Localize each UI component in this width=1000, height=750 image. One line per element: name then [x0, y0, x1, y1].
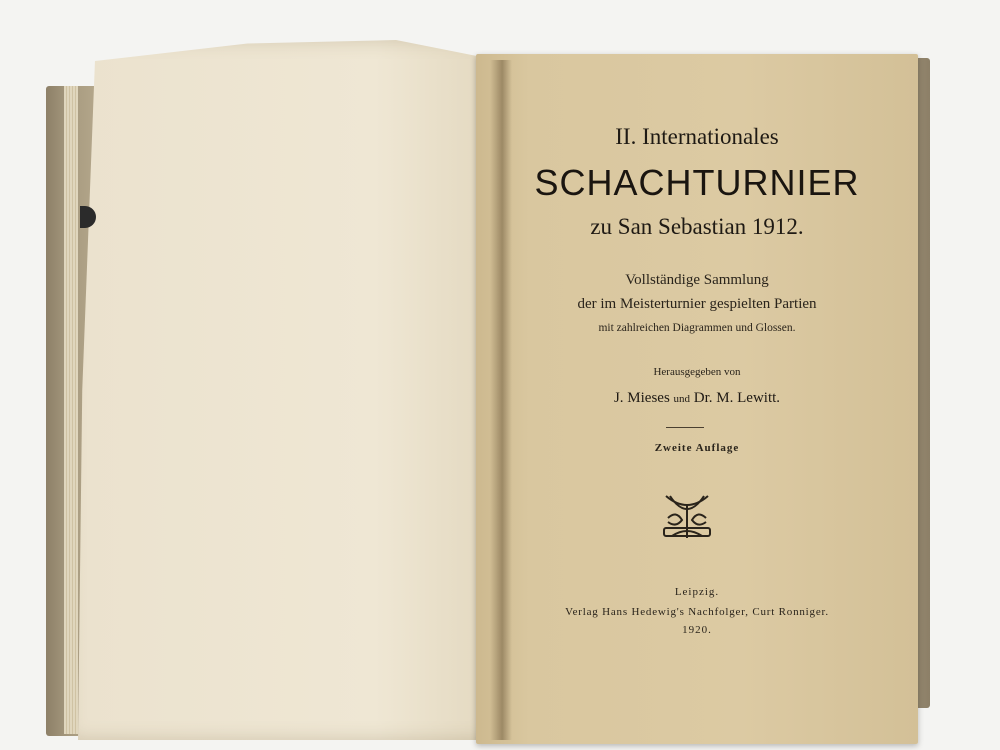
page-edges-left	[64, 86, 78, 734]
subtitle-line-2: der im Meisterturnier gespielten Partien	[577, 296, 817, 312]
book-gutter-shadow	[490, 60, 512, 740]
editors-label: Herausgegeben von	[653, 366, 741, 378]
editor-1: J. Mieses	[613, 390, 670, 406]
blank-left-page	[78, 40, 502, 740]
edition-label: Zweite Auflage	[654, 442, 740, 454]
editor-2: Dr. M. Lewitt.	[693, 390, 781, 406]
editors-line	[476, 390, 918, 407]
subtitle-line-1: Vollständige Sammlung	[625, 272, 769, 288]
imprint-publisher: Verlag Hans Hedewig's Nachfolger, Curt Ronniger.	[565, 606, 829, 618]
imprint-year: 1920.	[682, 624, 712, 636]
subtitle-line-3: mit zahlreichen Diagrammen und Glossen.	[598, 322, 796, 334]
imprint-place: Leipzig.	[674, 586, 720, 598]
title-line-3: zu San Sebastian 1912.	[590, 214, 804, 239]
title-line-1: II. Internationales	[615, 124, 779, 149]
title-page	[476, 54, 918, 744]
divider-rule	[666, 427, 704, 428]
title-line-2: SCHACHTURNIER	[534, 162, 860, 203]
art-nouveau-ornament-icon	[660, 492, 714, 542]
editors-joiner: und	[673, 393, 691, 405]
